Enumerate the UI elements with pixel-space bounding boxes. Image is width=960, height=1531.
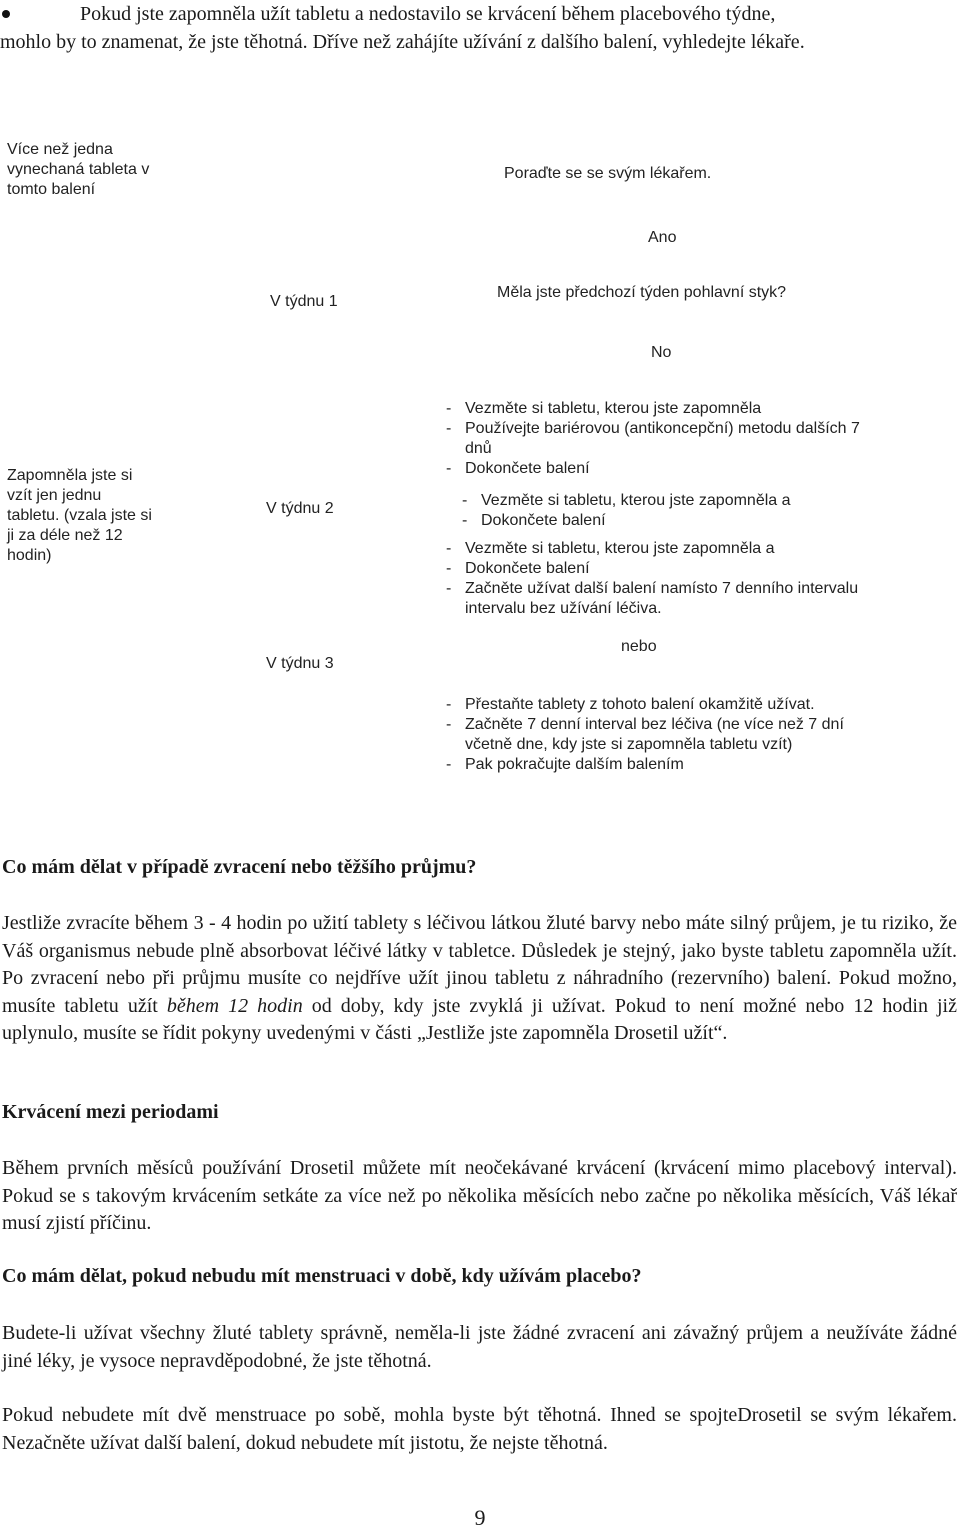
list-item: - Vezměte si tabletu, kterou jste zapomněla [446, 399, 866, 419]
yes-label: Ano [648, 229, 677, 246]
no-period-paragraph-2: Pokud nebudete mít dvě menstruace po sobě, mohla byste být těhotná. Ihned se spojteDrosetil se svým lékařem. Nezačněte užívat další balení, dokud nebudete mít jistotu, že nejste těhotná. [2, 1404, 957, 1454]
intercourse-question: Měla jste předchozí týden pohlavní styk? [497, 284, 787, 301]
or-label: nebo [621, 638, 657, 655]
vomiting-text-emphasis: během 12 hodin [166, 994, 303, 1017]
week-3-option-2 [446, 695, 876, 775]
vomiting-heading: Co mám dělat v případě zvracení nebo těžšího průjmu? [2, 856, 477, 878]
warning-line-2: mohlo by to znamenat, že jste těhotná. Dříve než zahájíte užívání z dalšího balení, vyhledejte lékaře. [0, 31, 805, 53]
week-3-option-1 [446, 539, 866, 619]
list-item: - Pak pokračujte dalším balením [446, 755, 876, 775]
bullet-icon [2, 10, 10, 18]
vomiting-paragraph [2, 910, 957, 1048]
list-item: - Vezměte si tabletu, kterou jste zapomněla a [462, 491, 882, 511]
list-item: - Začněte užívat další balení namísto 7 denního intervalu intervalu bez užívání léčiva. [446, 579, 866, 619]
page-number: 9 [474, 1505, 486, 1530]
week-2-steps [462, 491, 882, 531]
missed-pill-warning [0, 0, 960, 56]
week-2-label: V týdnu 2 [266, 500, 334, 517]
list-item: - Používejte bariérovou (antikoncepční) metodu dalších 7 dnů [446, 419, 866, 459]
vomiting-text-b: od doby, kdy jste zvyklá ji užívat. Pokud to není možné nebo 12 hodin již uplynulo, musíte se řídit pokyny uvedenými v části „Jestliže jste zapomněla Drosetil užít“. [2, 994, 957, 1044]
week-1-label: V týdnu 1 [270, 293, 338, 310]
forgot-one-tablet-box: Zapomněla jste si vzít jen jednu tabletu. (vzala jste si ji za déle než 12 hodin) [7, 467, 152, 564]
list-item: - Dokončete balení [446, 559, 866, 579]
bleeding-paragraph: Během prvních měsíců používání Drosetil můžete mít neočekávané krvácení (krvácení mimo placebový interval). Pokud se s takovým krvácením setkáte za více než po několika měsících nebo začne po několika měsících, Váš lékař musí zjistí příčinu. [2, 1157, 957, 1234]
more-than-one-missed-box: Více než jedna vynechaná tableta v tomto balení [7, 141, 150, 198]
week-1-steps [446, 399, 866, 479]
bleeding-heading: Krvácení mezi periodami [2, 1101, 219, 1123]
warning-line-1: Pokud jste zapomněla užít tabletu a nedostavilo se krvácení během placebového týdne, [80, 3, 776, 25]
consult-doctor-text: Poraďte se se svým lékařem. [504, 165, 712, 182]
no-label: No [651, 344, 672, 361]
list-item: - Dokončete balení [462, 511, 882, 531]
list-item: - Začněte 7 denní interval bez léčiva (ne více než 7 dní včetně dne, kdy jste si zapomněla tabletu vzít) [446, 715, 876, 755]
no-period-heading: Co mám dělat, pokud nebudu mít menstruaci v době, kdy užívám placebo? [2, 1265, 642, 1287]
vomiting-text-a: Jestliže zvracíte během 3 - 4 hodin po užití tablety s léčivou látkou žluté barvy nebo máte silný průjem, je tu riziko, že Váš organismus nebude plně absorbovat léčivé látky v tabletce. Důsledek je stejný, jako byste tabletu zapomněla užít. Po zvracení nebo při průjmu musíte co nejdříve užít jinou tabletu z náhradního (rezervního) balení. Pokud možno, musíte tabletu užít [2, 912, 957, 1017]
list-item: - Dokončete balení [446, 459, 866, 479]
list-item: - Přestaňte tablety z tohoto balení okamžitě užívat. [446, 695, 876, 715]
week-3-label: V týdnu 3 [266, 655, 334, 672]
no-period-paragraph-1: Budete-li užívat všechny žluté tablety správně, neměla-li jste žádné zvracení ani závažný průjem a neužíváte žádné jiné léky, je vysoce nepravděpodobné, že jste těhotná. [2, 1322, 957, 1372]
list-item: - Vezměte si tabletu, kterou jste zapomněla a [446, 539, 866, 559]
